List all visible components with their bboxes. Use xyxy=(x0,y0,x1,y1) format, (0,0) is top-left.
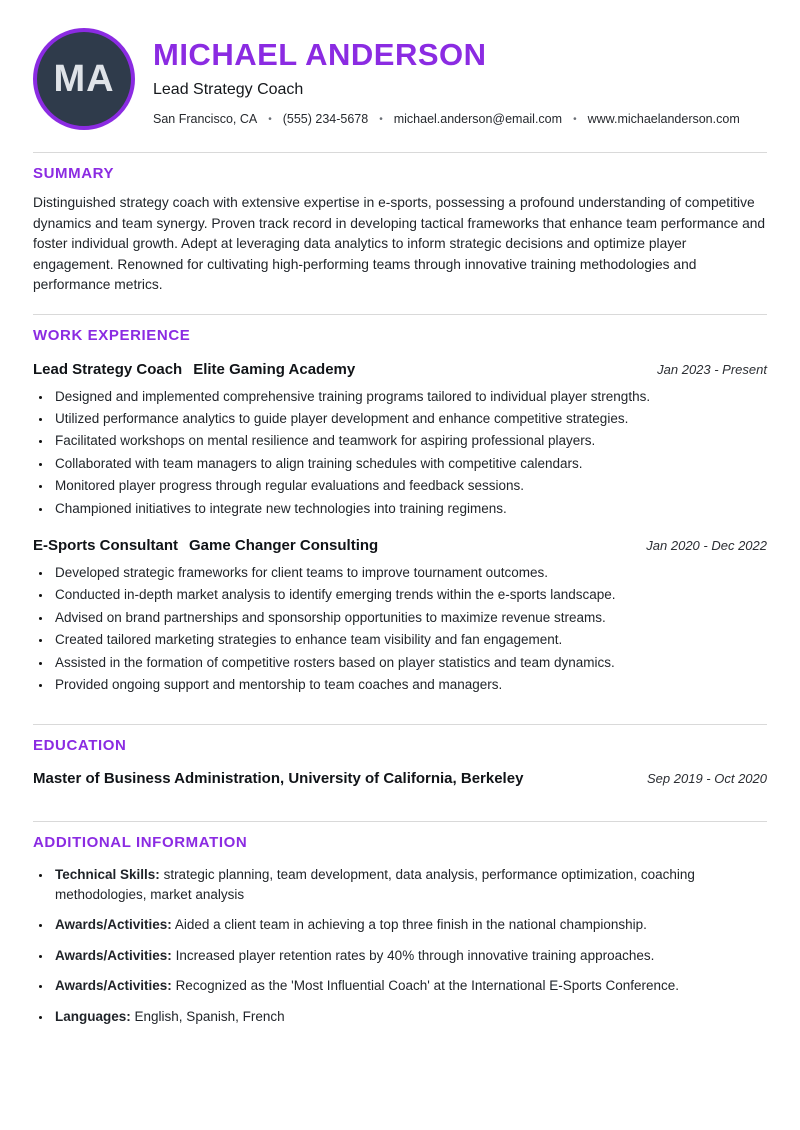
contact-email: michael.anderson@email.com xyxy=(393,112,563,127)
additional-info-text: English, Spanish, French xyxy=(134,1008,285,1024)
job-bullet: • Facilitated workshops on mental resilience and teamwork for aspiring professional players. xyxy=(52,430,767,452)
additional-info-text: Aided a client team in achieving a top three finish in the national championship. xyxy=(174,917,647,933)
additional-info-text: strategic planning, team development, data analysis, performance optimization, coaching methodologies, market analysis xyxy=(55,867,695,902)
additional-info-item xyxy=(52,1007,767,1027)
job-title-line xyxy=(33,361,355,378)
additional-information-heading: ADDITIONAL INFORMATION xyxy=(33,834,248,852)
job-entry xyxy=(33,537,767,696)
job-bullet-list xyxy=(33,386,767,520)
education-section xyxy=(33,724,767,787)
contact-website: www.michaelanderson.com xyxy=(587,112,740,127)
job-role: E-Sports Consultant xyxy=(33,536,178,554)
job-bullet: • Conducted in-depth market analysis to identify emerging trends within the e-sports landscape. xyxy=(52,584,767,606)
bullet-separator-icon: • xyxy=(573,113,577,125)
education-dates: Sep 2019 - Oct 2020 xyxy=(647,771,767,787)
section-divider xyxy=(33,821,767,822)
avatar xyxy=(33,28,135,130)
job-company: Elite Gaming Academy xyxy=(193,360,356,378)
additional-info-item xyxy=(52,865,767,904)
job-title-line xyxy=(33,537,378,554)
person-title: Lead Strategy Coach xyxy=(153,81,304,99)
contact-location: San Francisco, CA xyxy=(153,112,258,127)
section-divider xyxy=(33,724,767,725)
job-entry xyxy=(33,361,767,520)
job-header xyxy=(33,361,767,378)
bullet-separator-icon: • xyxy=(268,113,272,125)
resume-header xyxy=(33,28,767,130)
additional-info-list xyxy=(33,865,767,1026)
additional-info-label: Technical Skills: xyxy=(55,867,160,883)
education-degree: Master of Business Administration, University of California, Berkeley xyxy=(33,770,524,788)
job-bullet: • Collaborated with team managers to align training schedules with competitive calendars. xyxy=(52,453,767,475)
job-bullet: • Championed initiatives to integrate new technologies into training regimens. xyxy=(52,498,767,520)
education-entry xyxy=(33,770,767,787)
job-role: Lead Strategy Coach xyxy=(33,360,183,378)
contact-row xyxy=(153,112,740,126)
additional-info-text: Recognized as the 'Most Influential Coach' at the International E-Sports Conference. xyxy=(175,978,680,994)
additional-information-section xyxy=(33,821,767,1026)
section-divider xyxy=(33,152,767,153)
bullet-separator-icon: • xyxy=(379,113,383,125)
job-bullet-list xyxy=(33,562,767,696)
summary-section xyxy=(33,152,767,296)
work-experience-section xyxy=(33,314,767,697)
contact-phone: (555) 234-5678 xyxy=(282,112,369,127)
job-bullet: • Provided ongoing support and mentorship to team coaches and managers. xyxy=(52,674,767,696)
job-company: Game Changer Consulting xyxy=(189,536,379,554)
education-heading: EDUCATION xyxy=(33,737,127,755)
section-divider xyxy=(33,314,767,315)
job-bullet: • Designed and implemented comprehensive training programs tailored to individual player strengths. xyxy=(52,386,767,408)
job-bullet: • Assisted in the formation of competitive rosters based on player statistics and team dynamics. xyxy=(52,652,767,674)
job-dates: Jan 2020 - Dec 2022 xyxy=(646,537,767,553)
job-dates: Jan 2023 - Present xyxy=(657,361,767,377)
summary-text: Distinguished strategy coach with extensive expertise in e-sports, possessing a profound understanding of competitive dynamics and team synergy. Proven track record in developing tactical frameworks that enhance team performance and foster individual growth. Adept at leveraging data analytics to inform strategic decisions and optimize player engagement. Renowned for cultivating high-performing teams through innovative training methodologies and performance metrics. xyxy=(33,195,766,292)
additional-info-item xyxy=(52,946,767,966)
job-bullet: • Created tailored marketing strategies to enhance team visibility and fan engagement. xyxy=(52,629,767,651)
additional-info-label: Languages: xyxy=(55,1008,131,1024)
job-bullet: • Advised on brand partnerships and sponsorship opportunities to maximize revenue streams. xyxy=(52,607,767,629)
avatar-initials: MA xyxy=(53,57,115,100)
additional-info-text: Increased player retention rates by 40% through innovative training approaches. xyxy=(175,947,655,963)
additional-info-item xyxy=(52,976,767,996)
person-name: MICHAEL ANDERSON xyxy=(153,37,487,72)
additional-info-label: Awards/Activities: xyxy=(55,947,172,963)
additional-info-item xyxy=(52,915,767,935)
additional-info-label: Awards/Activities: xyxy=(55,978,172,994)
header-text xyxy=(153,28,740,126)
work-experience-heading: WORK EXPERIENCE xyxy=(33,326,191,344)
job-bullet: • Monitored player progress through regular evaluations and feedback sessions. xyxy=(52,475,767,497)
additional-info-label: Awards/Activities: xyxy=(55,917,172,933)
job-bullet: • Developed strategic frameworks for client teams to improve tournament outcomes. xyxy=(52,562,767,584)
summary-heading: SUMMARY xyxy=(33,165,115,182)
job-header xyxy=(33,537,767,554)
job-bullet: • Utilized performance analytics to guide player development and enhance competitive strategies. xyxy=(52,408,767,430)
